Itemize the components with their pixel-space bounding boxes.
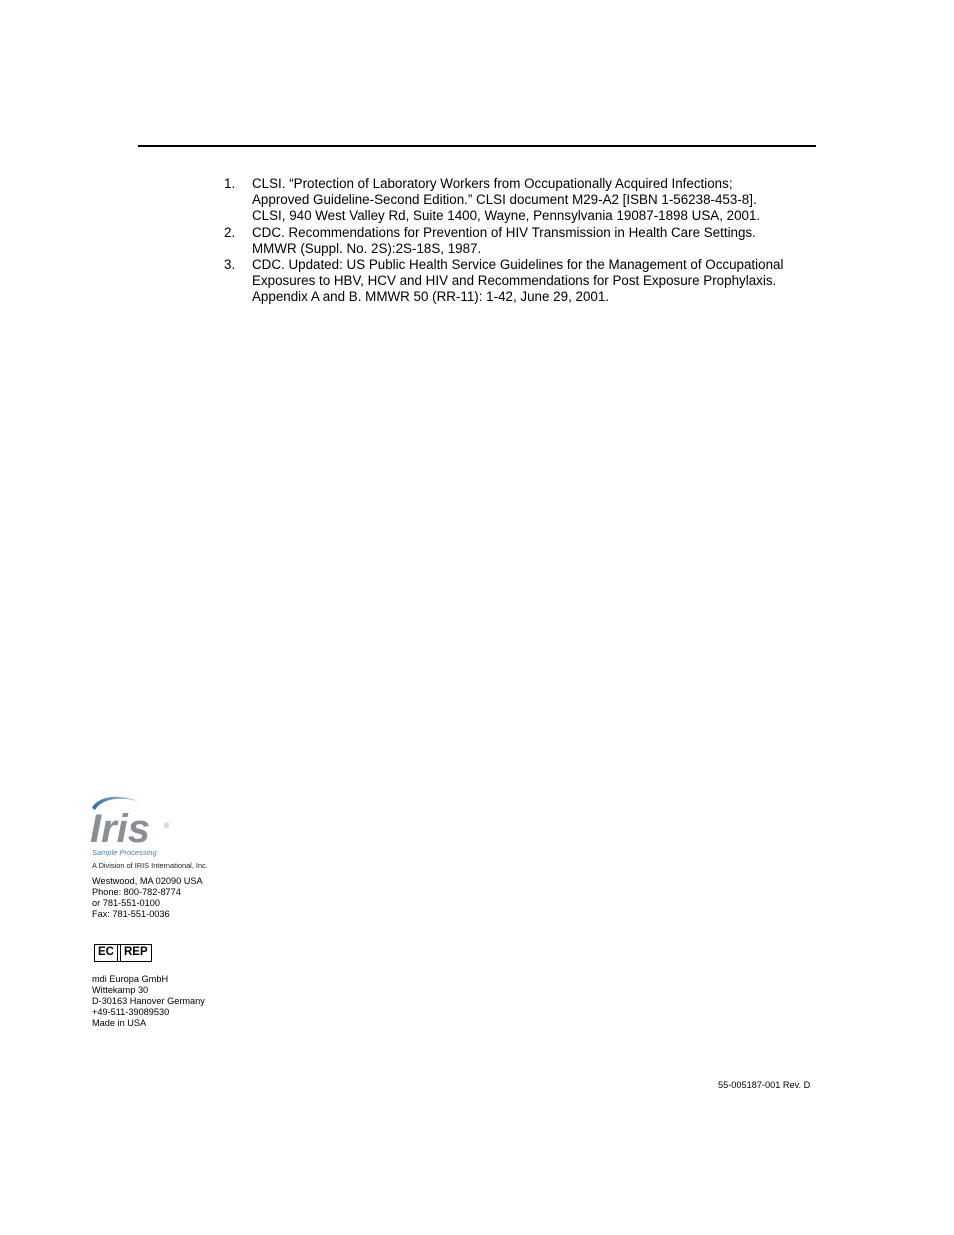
reference-line: Appendix A and B. MMWR 50 (RR-11): 1-42, June 29, 2001. (252, 289, 610, 305)
logo-tagline: Sample Processing (92, 848, 157, 857)
logo-registered-mark: ® (164, 823, 170, 830)
address-line: Fax: 781-551-0036 (92, 909, 170, 919)
address-line: Phone: 800-782-8774 (92, 887, 181, 897)
ec-label: EC (95, 945, 118, 961)
reference-item (224, 176, 824, 225)
address-line: D-30163 Hanover Germany (92, 996, 205, 1006)
address-line: Westwood, MA 02090 USA (92, 876, 203, 886)
manufacturer-address (92, 876, 203, 920)
header-rule (138, 145, 816, 147)
reference-line: CDC. Updated: US Public Health Service Guidelines for the Management of Occupational (252, 257, 784, 273)
address-line: +49-511-39089530 (92, 1007, 170, 1017)
reference-line: Approved Guideline-Second Edition.” CLSI document M29-A2 [ISBN 1-56238-453-8]. (252, 192, 757, 208)
reference-item (224, 225, 824, 257)
reference-list (224, 176, 824, 306)
reference-number: 1. (224, 176, 236, 191)
reference-number: 2. (224, 224, 236, 240)
reference-text (252, 225, 824, 257)
reference-text (252, 176, 824, 225)
reference-line: CLSI. “Protection of Laboratory Workers from Occupationally Acquired Infections; (252, 176, 733, 191)
rep-label: REP (120, 945, 151, 961)
reference-text (252, 257, 824, 306)
reference-line: CLSI, 940 West Valley Rd, Suite 1400, Wayne, Pennsylvania 19087-1898 USA, 2001. (252, 208, 761, 224)
iris-logo (90, 794, 174, 860)
division-label: A Division of IRIS International, Inc. (92, 861, 208, 870)
address-line: mdi Europa GmbH (92, 974, 169, 984)
document-number: 55-005187-001 Rev. D (718, 1080, 811, 1090)
address-line: or 781-551-0100 (92, 898, 160, 908)
logo-wordmark: Iris (90, 807, 151, 851)
reference-line: Exposures to HBV, HCV and HIV and Recommendations for Post Exposure Prophylaxis. (252, 273, 777, 289)
reference-line: CDC. Recommendations for Prevention of HIV Transmission in Health Care Settings. (252, 224, 756, 240)
reference-line: MMWR (Suppl. No. 2S):2S-18S, 1987. (252, 240, 482, 256)
reference-item (224, 257, 824, 306)
ec-rep-symbol (94, 944, 152, 962)
address-line: Wittekamp 30 (92, 985, 149, 995)
address-line: Made in USA (92, 1018, 147, 1028)
eu-representative-address (92, 974, 205, 1029)
reference-number: 3. (224, 257, 236, 273)
